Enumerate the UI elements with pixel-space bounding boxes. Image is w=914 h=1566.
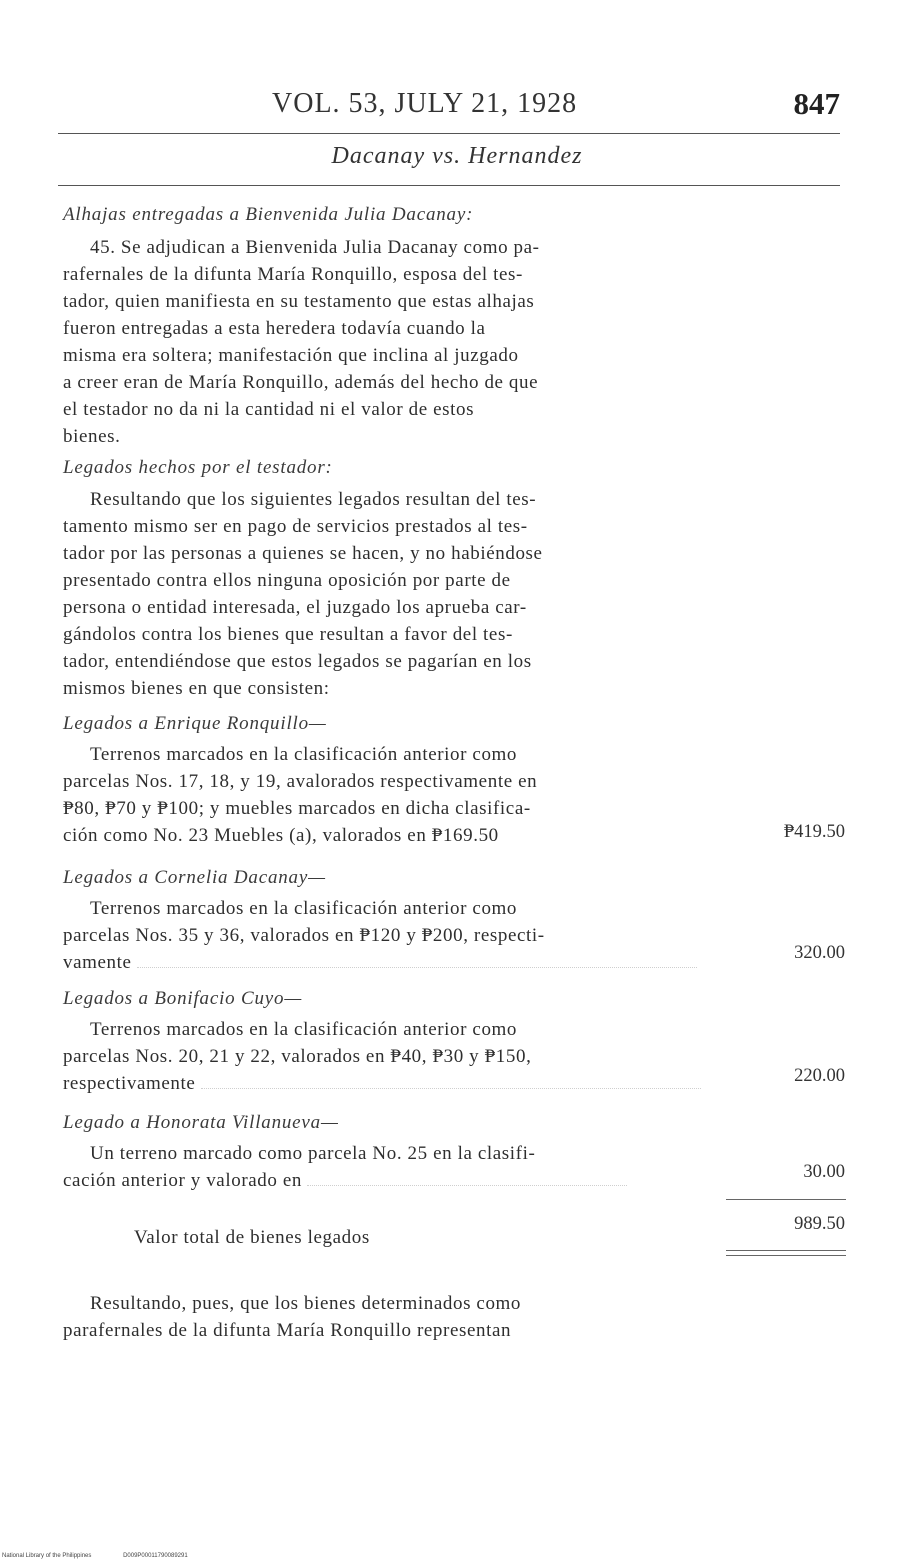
amount-total: 989.50 [794, 1214, 845, 1234]
text-line: presentado contra ellos ninguna oposición por parte de [63, 570, 511, 591]
footer-library: National Library of the Philippines [2, 1553, 92, 1559]
paragraph-cornelia [63, 895, 725, 976]
text-line: parafernales de la difunta María Ronquillo representan [63, 1320, 512, 1341]
text-line: Terrenos marcados en la clasificación anterior como [90, 744, 518, 765]
section-heading-bonifacio: Legados a Bonifacio Cuyo— [63, 988, 303, 1009]
line-text: respectivamente [63, 1073, 196, 1094]
paragraph-bonifacio [63, 1016, 725, 1097]
line-text: cación anterior y valorado en [63, 1170, 302, 1191]
paragraph-enrique [63, 741, 725, 849]
scan-footer [2, 1553, 188, 1559]
text-line: Un terreno marcado como parcela No. 25 en la clasifi- [90, 1143, 536, 1164]
amount-honorata: 30.00 [803, 1162, 845, 1182]
text-line: Resultando que los siguientes legados resultan del tes- [90, 489, 537, 510]
page-header [66, 84, 842, 128]
text-line: tador, entendiéndose que estos legados se pagarían en los [63, 651, 532, 672]
dot-leader [307, 1171, 627, 1186]
text-line: ción como No. 23 Muebles (a), valorados en ₱169.50 [63, 825, 499, 846]
footer-code: D009P00011790089291 [123, 1553, 188, 1559]
text-line: Terrenos marcados en la clasificación anterior como [90, 898, 518, 919]
text-line: parcelas Nos. 20, 21 y 22, valorados en ₱40, ₱30 y ₱150, [63, 1046, 532, 1067]
text-line: tador por las personas a quienes se hacen, y no habiéndose [63, 543, 543, 564]
text-line [63, 1070, 725, 1097]
total-label: Valor total de bienes legados [134, 1227, 370, 1248]
running-title: VOL. 53, JULY 21, 1928 [272, 88, 578, 119]
text-line: bienes. [63, 426, 121, 447]
text-line: tamento mismo ser en pago de servicios prestados al tes- [63, 516, 528, 537]
page-number: 847 [793, 86, 840, 121]
text-line: parcelas Nos. 17, 18, y 19, avalorados respectivamente en [63, 771, 538, 792]
line-text: vamente [63, 952, 132, 973]
text-line [63, 1167, 725, 1194]
text-line: Terrenos marcados en la clasificación anterior como [90, 1019, 518, 1040]
section-heading-legados: Legados hechos por el testador: [63, 457, 333, 478]
text-line [63, 949, 725, 976]
text-line: Resultando, pues, que los bienes determinados como [90, 1293, 522, 1314]
text-line: el testador no da ni la cantidad ni el valor de estos [63, 399, 475, 420]
total-rule-bottom [726, 1255, 846, 1256]
text-line: ₱80, ₱70 y ₱100; y muebles marcados en dicha clasifica- [63, 798, 531, 819]
header-rule [58, 133, 840, 134]
text-line: gándolos contra los bienes que resultan a favor del tes- [63, 624, 513, 645]
amount-bonifacio: 220.00 [794, 1066, 845, 1086]
section-heading-honorata: Legado a Honorata Villanueva— [63, 1112, 339, 1133]
text-line: fueron entregadas a esta heredera todavía cuando la [63, 318, 486, 339]
paragraph-alhajas [63, 234, 725, 450]
section-heading-enrique: Legados a Enrique Ronquillo— [63, 713, 327, 734]
paragraph-closing [63, 1290, 725, 1344]
amount-enrique: ₱419.50 [783, 822, 845, 842]
dot-leader [137, 953, 697, 968]
case-title: Dacanay vs. Hernandez [331, 143, 583, 169]
text-line: misma era soltera; manifestación que inclina al juzgado [63, 345, 519, 366]
sum-rule [726, 1199, 846, 1200]
text-line: tador, quien manifiesta en su testamento que estas alhajas [63, 291, 535, 312]
section-heading-cornelia: Legados a Cornelia Dacanay— [63, 867, 326, 888]
text-line: a creer eran de María Ronquillo, además del hecho de que [63, 372, 539, 393]
text-line: rafernales de la difunta María Ronquillo, esposa del tes- [63, 264, 523, 285]
paragraph-legados [63, 486, 725, 702]
total-rule-top [726, 1250, 846, 1251]
case-rule [58, 185, 840, 186]
text-line: persona o entidad interesada, el juzgado los aprueba car- [63, 597, 527, 618]
text-line: mismos bienes en que consisten: [63, 678, 330, 699]
text-line: parcelas Nos. 35 y 36, valorados en ₱120 y ₱200, respecti- [63, 925, 545, 946]
paragraph-honorata [63, 1140, 725, 1194]
amount-cornelia: 320.00 [794, 943, 845, 963]
dot-leader [201, 1074, 701, 1089]
section-heading-alhajas: Alhajas entregadas a Bienvenida Julia Dacanay: [63, 204, 474, 225]
text-line: 45. Se adjudican a Bienvenida Julia Dacanay como pa- [90, 237, 540, 258]
